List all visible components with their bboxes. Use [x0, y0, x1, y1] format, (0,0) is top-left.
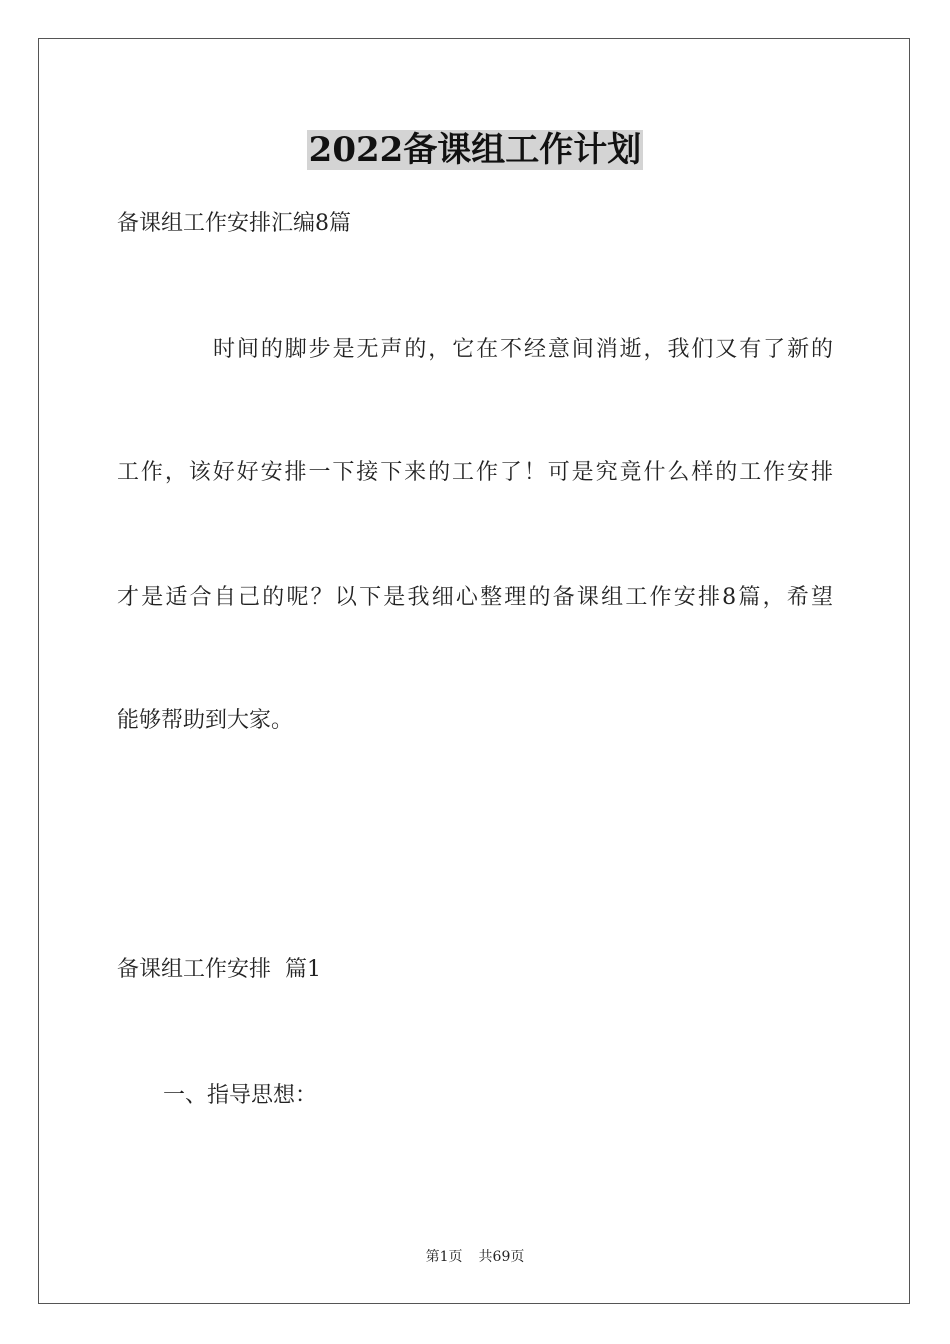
- document-subtitle: 备课组工作安排汇编8篇: [117, 211, 351, 236]
- intro-line-1: 时间的脚步是无声的，它在不经意间消逝，我们又有了新的: [213, 337, 833, 362]
- page-total: 共69页: [478, 1249, 525, 1265]
- section-heading: 备课组工作安排 篇1: [117, 957, 321, 982]
- intro-line-4: 能够帮助到大家。: [117, 708, 294, 733]
- page-number: 第1页: [425, 1249, 463, 1265]
- intro-line-3: 才是适合自己的呢？以下是我细心整理的备课组工作安排8篇，希望: [117, 585, 833, 610]
- document-title: [0, 128, 950, 172]
- intro-line-2: 工作，该好好安排一下接下来的工作了！可是究竟什么样的工作安排: [117, 460, 833, 485]
- page-footer: [0, 1247, 950, 1267]
- subsection-heading: 一、指导思想：: [163, 1083, 318, 1108]
- document-title-text: 2022备课组工作计划: [308, 130, 642, 170]
